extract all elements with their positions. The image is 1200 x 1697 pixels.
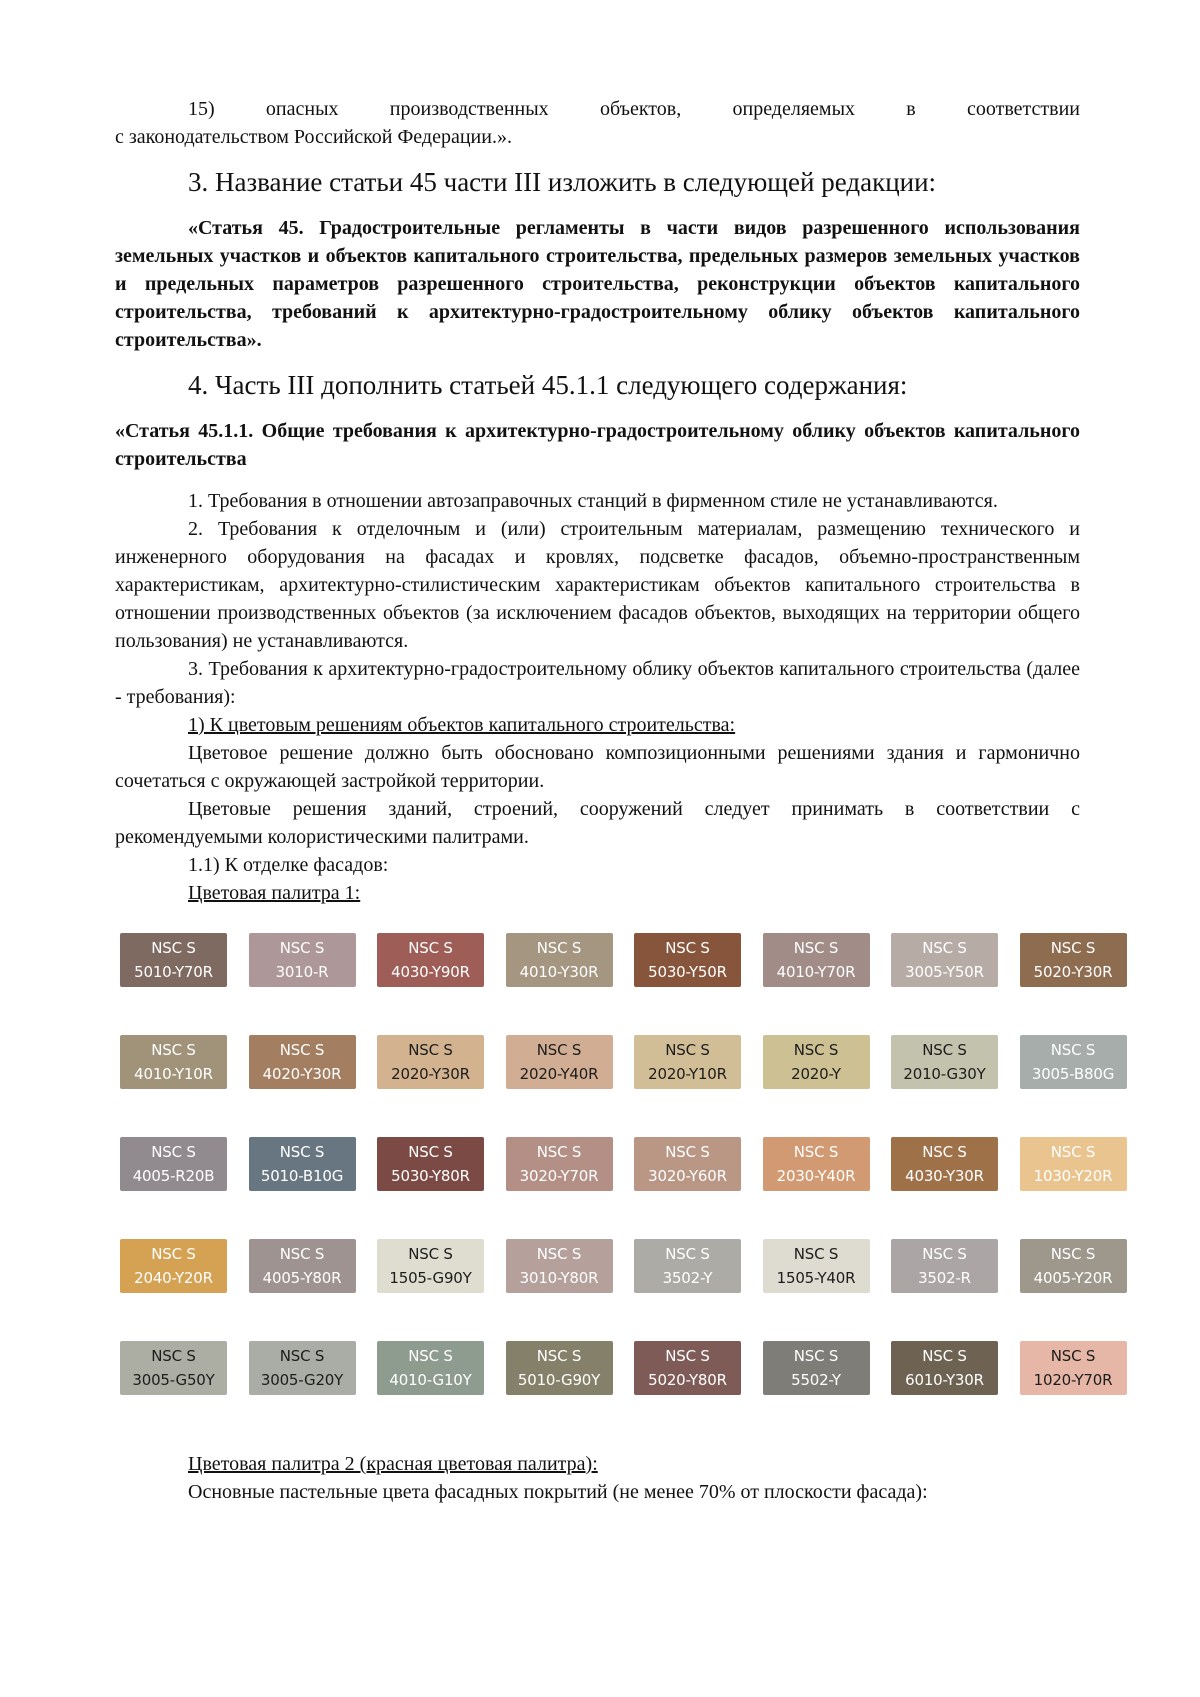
swatch-code-prefix: NSC S: [665, 1245, 710, 1263]
color-swatch: [891, 1239, 998, 1293]
swatch-code-prefix: NSC S: [408, 939, 453, 957]
swatch-code-prefix: NSC S: [279, 1245, 325, 1263]
palette-1-title: Цветовая палитра 1:: [188, 882, 361, 904]
swatch-code-prefix: NSC S: [151, 939, 196, 957]
swatch-code: 4010-Y30R: [519, 963, 599, 981]
color-swatch: [634, 1239, 741, 1293]
color-swatch: [120, 1341, 227, 1395]
color-palette-1: [120, 933, 1115, 1395]
swatch-code-prefix: NSC S: [536, 1347, 582, 1365]
article-45-title: «Статья 45. Градостроительные регламенты в части видов разрешенного использования земельных участков и объектов капитального строительства, предельных размеров земельных участков и предельных параметров разрешенного строительства, реконструкции объектов капитального строительства, требований к архитектурно-градостроительному облику объектов капитального строительства».: [115, 217, 1080, 351]
swatch-code-prefix: NSC S: [1050, 1041, 1096, 1059]
swatch-code: 4005-R20B: [132, 1167, 215, 1185]
color-swatch: [763, 933, 870, 987]
color-swatch: [1020, 1239, 1127, 1293]
color-swatch: [120, 1035, 227, 1089]
color-swatch: [506, 933, 613, 987]
swatch-code-prefix: NSC S: [793, 939, 839, 957]
color-swatch: [506, 1035, 613, 1089]
color-swatch: [120, 1239, 227, 1293]
color-swatch: [1020, 933, 1127, 987]
swatch-code: 1505-Y40R: [776, 1269, 856, 1287]
color-swatch: [377, 1035, 484, 1089]
document-page: [115, 95, 1115, 1506]
color-swatch: [891, 1137, 998, 1191]
swatch-code: 5010-G90Y: [517, 1371, 601, 1389]
swatch-code-prefix: NSC S: [793, 1245, 839, 1263]
swatch-code: 3010-Y80R: [519, 1269, 599, 1287]
color-swatch: [763, 1239, 870, 1293]
swatch-code-prefix: NSC S: [279, 1347, 325, 1365]
swatch-code: 4030-Y30R: [905, 1167, 984, 1185]
color-swatch: [249, 1137, 356, 1191]
palette-2-title: Цветовая палитра 2 (красная цветовая палитра):: [188, 1453, 598, 1475]
swatch-code-prefix: NSC S: [665, 1143, 710, 1161]
point-4-heading: 4. Часть III дополнить статьей 45.1.1 следующего содержания:: [188, 370, 908, 400]
swatch-code-prefix: NSC S: [408, 1245, 453, 1263]
color-swatch: [249, 1035, 356, 1089]
color-swatch: [891, 933, 998, 987]
color-swatch: [249, 1341, 356, 1395]
swatch-code-prefix: NSC S: [408, 1143, 453, 1161]
palette-2-title-wrap: [115, 1450, 1080, 1478]
color-swatch: [377, 1341, 484, 1395]
swatch-code: 5502-Y: [791, 1371, 841, 1389]
swatch-code: 3005-Y50R: [905, 963, 984, 981]
swatch-code-prefix: NSC S: [536, 1143, 582, 1161]
swatch-code: 2010-G30Y: [903, 1065, 986, 1083]
swatch-code: 4005-Y80R: [262, 1269, 342, 1287]
color-swatch: [377, 1239, 484, 1293]
swatch-code-prefix: NSC S: [279, 1143, 325, 1161]
color-swatch: [763, 1035, 870, 1089]
subpoint-1-1: 1.1) К отделке фасадов:: [188, 854, 389, 876]
color-swatch: [634, 933, 741, 987]
swatch-code: 2040-Y20R: [134, 1269, 213, 1287]
swatch-code: 5010-Y70R: [134, 963, 213, 981]
swatch-code: 3010-R: [275, 963, 329, 981]
color-paragraph-2: Цветовые решения зданий, строений, сооружений следует принимать в соответствии с рекомендуемыми колористическими палитрами.: [115, 798, 1080, 848]
color-swatch: [634, 1035, 741, 1089]
swatch-code-prefix: NSC S: [1050, 1347, 1096, 1365]
swatch-code-prefix: NSC S: [408, 1347, 453, 1365]
swatch-code: 5010-B10G: [260, 1167, 344, 1185]
swatch-code: 4020-Y30R: [262, 1065, 342, 1083]
color-swatch: [506, 1137, 613, 1191]
swatch-code-prefix: NSC S: [793, 1041, 839, 1059]
swatch-code-prefix: NSC S: [665, 1041, 710, 1059]
color-swatch: [249, 933, 356, 987]
swatch-code-prefix: NSC S: [151, 1245, 196, 1263]
swatch-code-prefix: NSC S: [665, 939, 710, 957]
swatch-code: 2030-Y40R: [776, 1167, 856, 1185]
swatch-code-prefix: NSC S: [1050, 1245, 1096, 1263]
swatch-code: 3020-Y70R: [519, 1167, 599, 1185]
swatch-code: 5030-Y80R: [391, 1167, 470, 1185]
swatch-code: 3005-B80G: [1031, 1065, 1115, 1083]
swatch-code: 2020-Y10R: [648, 1065, 727, 1083]
color-swatch: [120, 933, 227, 987]
swatch-code: 5030-Y50R: [648, 963, 727, 981]
color-swatch: [1020, 1035, 1127, 1089]
swatch-code: 3020-Y60R: [648, 1167, 727, 1185]
color-swatch: [506, 1341, 613, 1395]
color-swatch: [891, 1035, 998, 1089]
swatch-code-prefix: NSC S: [922, 1143, 967, 1161]
swatch-code: 3005-G50Y: [132, 1371, 215, 1389]
color-swatch: [120, 1137, 227, 1191]
point-3-heading: 3. Название статьи 45 части III изложить в следующей редакции:: [188, 167, 937, 197]
swatch-code: 3005-G20Y: [260, 1371, 344, 1389]
swatch-code-prefix: NSC S: [536, 939, 582, 957]
color-swatch: [891, 1341, 998, 1395]
swatch-code: 6010-Y30R: [905, 1371, 984, 1389]
swatch-code: 1505-G90Y: [389, 1269, 472, 1287]
color-swatch: [506, 1239, 613, 1293]
requirement-3: 3. Требования к архитектурно-градостроительному облику объектов капитального строительства (далее - требования):: [115, 658, 1080, 708]
swatch-code: 2020-Y30R: [391, 1065, 470, 1083]
color-swatch: [763, 1137, 870, 1191]
swatch-code-prefix: NSC S: [408, 1041, 453, 1059]
subpoint-1-wrap: [115, 711, 1080, 739]
color-swatch: [377, 933, 484, 987]
swatch-code-prefix: NSC S: [793, 1143, 839, 1161]
swatch-code-prefix: NSC S: [922, 1245, 967, 1263]
swatch-code: 2020-Y: [791, 1065, 841, 1083]
swatch-code: 3502-Y: [662, 1269, 713, 1287]
swatch-code: 4010-Y70R: [776, 963, 856, 981]
subpoint-1: 1) К цветовым решениям объектов капитального строительства:: [188, 714, 736, 736]
swatch-code: 5020-Y30R: [1033, 963, 1113, 981]
swatch-code-prefix: NSC S: [279, 1041, 325, 1059]
swatch-code-prefix: NSC S: [536, 1245, 582, 1263]
item-15-line1: 15) опасных производственных объектов, определяемых в соответствии: [188, 98, 1080, 120]
requirement-2: 2. Требования к отделочным и (или) строительным материалам, размещению технического и инженерного оборудования на фасадах и кровлях, подсветке фасадов, объемно-пространственным характеристикам, архитектурно-стилистическим характеристикам объектов капитального строительства в отношении производственных объектов (за исключением фасадов объектов, выходящих на территории общего пользования) не устанавливаются.: [115, 518, 1080, 652]
color-swatch: [634, 1137, 741, 1191]
color-swatch: [377, 1137, 484, 1191]
swatch-code-prefix: NSC S: [151, 1041, 196, 1059]
color-swatch: [634, 1341, 741, 1395]
swatch-code: 4010-G10Y: [389, 1371, 472, 1389]
swatch-code-prefix: NSC S: [151, 1347, 196, 1365]
swatch-code: 4010-Y10R: [134, 1065, 213, 1083]
swatch-code: 3502-R: [918, 1269, 971, 1287]
color-swatch: [1020, 1341, 1127, 1395]
swatch-code-prefix: NSC S: [1050, 1143, 1096, 1161]
swatch-code-prefix: NSC S: [922, 1041, 967, 1059]
palette-1-title-wrap: [115, 879, 1080, 907]
swatch-code-prefix: NSC S: [1050, 939, 1096, 957]
item-15-line2: с законодательством Российской Федерации.».: [115, 126, 512, 148]
swatch-code: 1030-Y20R: [1033, 1167, 1113, 1185]
swatch-code: 5020-Y80R: [648, 1371, 727, 1389]
swatch-code: 2020-Y40R: [519, 1065, 599, 1083]
swatch-code-prefix: NSC S: [536, 1041, 582, 1059]
palette-2-text: Основные пастельные цвета фасадных покрытий (не менее 70% от плоскости фасада):: [188, 1481, 928, 1503]
swatch-code: 4005-Y20R: [1033, 1269, 1113, 1287]
swatch-code: 4030-Y90R: [391, 963, 470, 981]
swatch-code-prefix: NSC S: [922, 1347, 967, 1365]
swatch-code-prefix: NSC S: [922, 939, 967, 957]
color-swatch: [763, 1341, 870, 1395]
swatch-code-prefix: NSC S: [151, 1143, 196, 1161]
swatch-code: 1020-Y70R: [1033, 1371, 1113, 1389]
requirement-1: 1. Требования в отношении автозаправочных станций в фирменном стиле не устанавливаются.: [188, 490, 998, 512]
swatch-code-prefix: NSC S: [279, 939, 325, 957]
color-swatch: [1020, 1137, 1127, 1191]
article-45-1-1-title: «Статья 45.1.1. Общие требования к архитектурно-градостроительному облику объектов капитального строительства: [115, 420, 1080, 470]
color-swatch: [249, 1239, 356, 1293]
swatch-code-prefix: NSC S: [793, 1347, 839, 1365]
swatch-code-prefix: NSC S: [665, 1347, 710, 1365]
color-paragraph-1: Цветовое решение должно быть обосновано композиционными решениями здания и гармонично сочетаться с окружающей застройкой территории.: [115, 742, 1080, 792]
